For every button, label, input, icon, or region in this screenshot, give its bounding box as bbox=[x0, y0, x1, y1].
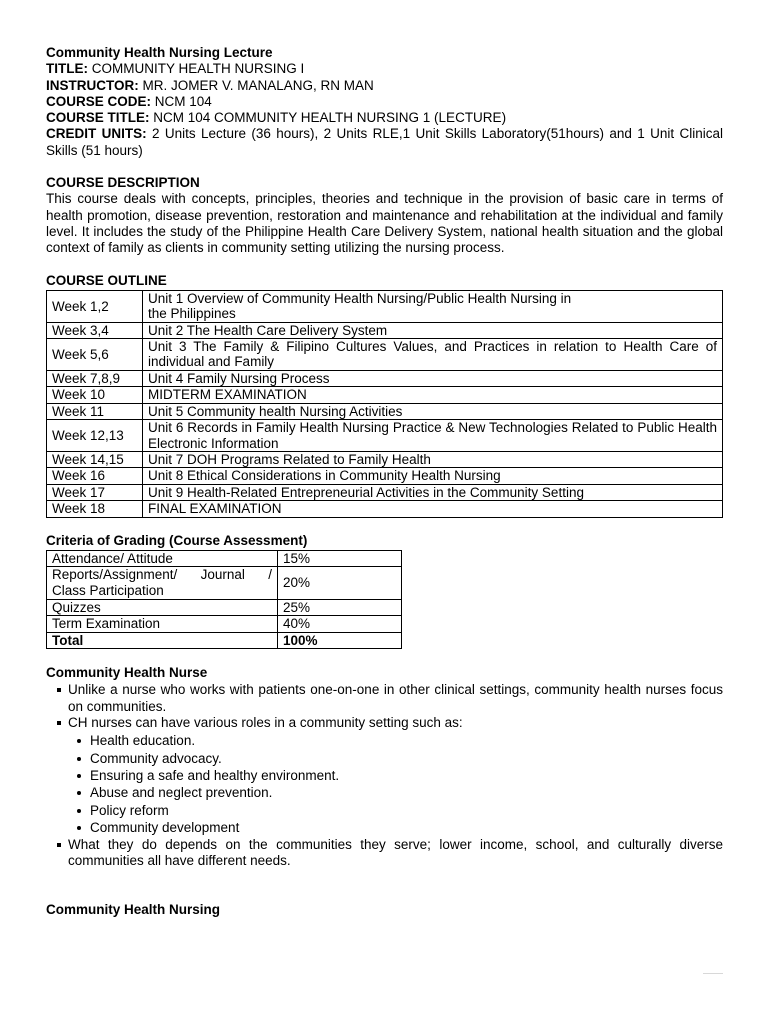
list-item: What they do depends on the communities they serve; lower income, school, and culturally diverse communities all have different needs. bbox=[68, 836, 723, 869]
credit-units-field bbox=[46, 126, 723, 159]
credit-units-label: CREDIT UNITS: bbox=[46, 126, 147, 142]
table-row bbox=[47, 387, 723, 403]
table-row bbox=[47, 632, 402, 649]
list-item-text: CH nurses can have various roles in a community setting such as: bbox=[68, 715, 463, 731]
week-cell: Week 17 bbox=[47, 484, 143, 500]
topic-line: Unit 1 Overview of Community Health Nursing/Public Health Nursing in bbox=[148, 290, 572, 306]
course-code-field bbox=[46, 94, 723, 110]
topic-line: the Philippines bbox=[148, 306, 236, 322]
community-health-nursing-heading: Community Health Nursing bbox=[46, 902, 221, 918]
credit-units-value: 2 Units Lecture (36 hours), 2 Units RLE,1 Unit Skills Laboratory(51hours) and 1 Unit Clinical Skills (51 hours) bbox=[46, 126, 723, 158]
week-cell: Week 12,13 bbox=[47, 420, 143, 452]
table-row bbox=[47, 370, 723, 386]
course-outline-heading: COURSE OUTLINE bbox=[46, 272, 167, 288]
grading-heading: Criteria of Grading (Course Assessment) bbox=[46, 532, 308, 548]
document-title: Community Health Nursing Lecture bbox=[46, 45, 273, 60]
role-item: Ensuring a safe and healthy environment. bbox=[90, 767, 723, 784]
week-cell: Week 11 bbox=[47, 403, 143, 419]
criterion-cell bbox=[47, 567, 278, 599]
list-item bbox=[68, 715, 723, 836]
role-item: Community advocacy. bbox=[90, 750, 723, 767]
table-row bbox=[47, 550, 402, 567]
week-cell: Week 18 bbox=[47, 501, 143, 517]
role-item: Community development bbox=[90, 819, 723, 836]
weight-cell: 40% bbox=[278, 616, 402, 633]
instructor-value: MR. JOMER V. MANALANG, RN MAN bbox=[142, 77, 374, 93]
table-row bbox=[47, 501, 723, 517]
week-cell: Week 7,8,9 bbox=[47, 370, 143, 386]
week-cell: Week 3,4 bbox=[47, 322, 143, 338]
course-title-value: NCM 104 COMMUNITY HEALTH NURSING 1 (LECTURE) bbox=[153, 110, 507, 126]
course-title-label: COURSE TITLE: bbox=[46, 110, 150, 126]
topic-cell: Unit 9 Health-Related Entrepreneurial Activities in the Community Setting bbox=[143, 484, 723, 500]
table-row bbox=[47, 567, 402, 599]
table-row bbox=[47, 599, 402, 616]
table-row bbox=[47, 451, 723, 467]
instructor-label: INSTRUCTOR: bbox=[46, 77, 139, 93]
community-health-nurse-heading: Community Health Nurse bbox=[46, 665, 208, 681]
course-title-field bbox=[46, 110, 723, 126]
title-value: COMMUNITY HEALTH NURSING I bbox=[91, 61, 305, 77]
weight-cell: 20% bbox=[278, 567, 402, 599]
roles-list bbox=[68, 732, 723, 836]
weight-cell: 25% bbox=[278, 599, 402, 616]
week-cell: Week 14,15 bbox=[47, 451, 143, 467]
topic-cell: Unit 3 The Family & Filipino Cultures Values, and Practices in relation to Health Care of individual and Family bbox=[143, 339, 723, 371]
course-description-heading: COURSE DESCRIPTION bbox=[46, 175, 200, 191]
role-item: Abuse and neglect prevention. bbox=[90, 784, 723, 801]
nurse-bullet-list bbox=[46, 682, 723, 870]
criterion-line: Class Participation bbox=[52, 583, 164, 599]
course-description-text: This course deals with concepts, principles, theories and technique in the provision of basic care in terms of health promotion, disease prevention, restoration and maintenance and rehabilitation at the individual and family level. It includes the study of the Philippine Health Care Delivery System, national health situation and the global context of family as clients in community setting utilizing the nursing process. bbox=[46, 191, 723, 256]
grading-table bbox=[46, 550, 402, 650]
total-label-cell: Total bbox=[47, 632, 278, 649]
course-outline-table bbox=[46, 290, 723, 518]
title-label: TITLE: bbox=[46, 61, 88, 77]
criterion-cell: Attendance/ Attitude bbox=[47, 550, 278, 567]
topic-cell: Unit 2 The Health Care Delivery System bbox=[143, 322, 723, 338]
table-row bbox=[47, 468, 723, 484]
criterion-cell: Term Examination bbox=[47, 616, 278, 633]
topic-cell: Unit 4 Family Nursing Process bbox=[143, 370, 723, 386]
topic-cell: MIDTERM EXAMINATION bbox=[143, 387, 723, 403]
weight-cell: 15% bbox=[278, 550, 402, 567]
week-cell: Week 5,6 bbox=[47, 339, 143, 371]
topic-cell: Unit 5 Community health Nursing Activities bbox=[143, 403, 723, 419]
title-field bbox=[46, 61, 723, 77]
table-row bbox=[47, 290, 723, 322]
course-code-label: COURSE CODE: bbox=[46, 93, 152, 109]
list-item: Unlike a nurse who works with patients one-on-one in other clinical settings, community health nurses focus on communities. bbox=[68, 681, 723, 714]
table-row bbox=[47, 339, 723, 371]
week-cell: Week 10 bbox=[47, 387, 143, 403]
table-row bbox=[47, 322, 723, 338]
week-cell: Week 1,2 bbox=[47, 290, 143, 322]
criterion-cell: Quizzes bbox=[47, 599, 278, 616]
topic-cell: FINAL EXAMINATION bbox=[143, 501, 723, 517]
topic-cell: Unit 6 Records in Family Health Nursing Practice & New Technologies Related to Public Health Electronic Information bbox=[143, 420, 723, 452]
page-footer-mark bbox=[703, 973, 723, 974]
criterion-line: Reports/Assignment/ Journal / bbox=[52, 567, 272, 583]
topic-cell: Unit 7 DOH Programs Related to Family Health bbox=[143, 451, 723, 467]
table-row bbox=[47, 420, 723, 452]
role-item: Policy reform bbox=[90, 802, 723, 819]
table-row bbox=[47, 403, 723, 419]
document-page bbox=[46, 45, 723, 918]
week-cell: Week 16 bbox=[47, 468, 143, 484]
course-code-value: NCM 104 bbox=[154, 93, 212, 109]
table-row bbox=[47, 616, 402, 633]
topic-cell bbox=[143, 290, 723, 322]
role-item: Health education. bbox=[90, 732, 723, 749]
instructor-field bbox=[46, 78, 723, 94]
total-value-cell: 100% bbox=[278, 632, 402, 649]
topic-cell: Unit 8 Ethical Considerations in Community Health Nursing bbox=[143, 468, 723, 484]
table-row bbox=[47, 484, 723, 500]
